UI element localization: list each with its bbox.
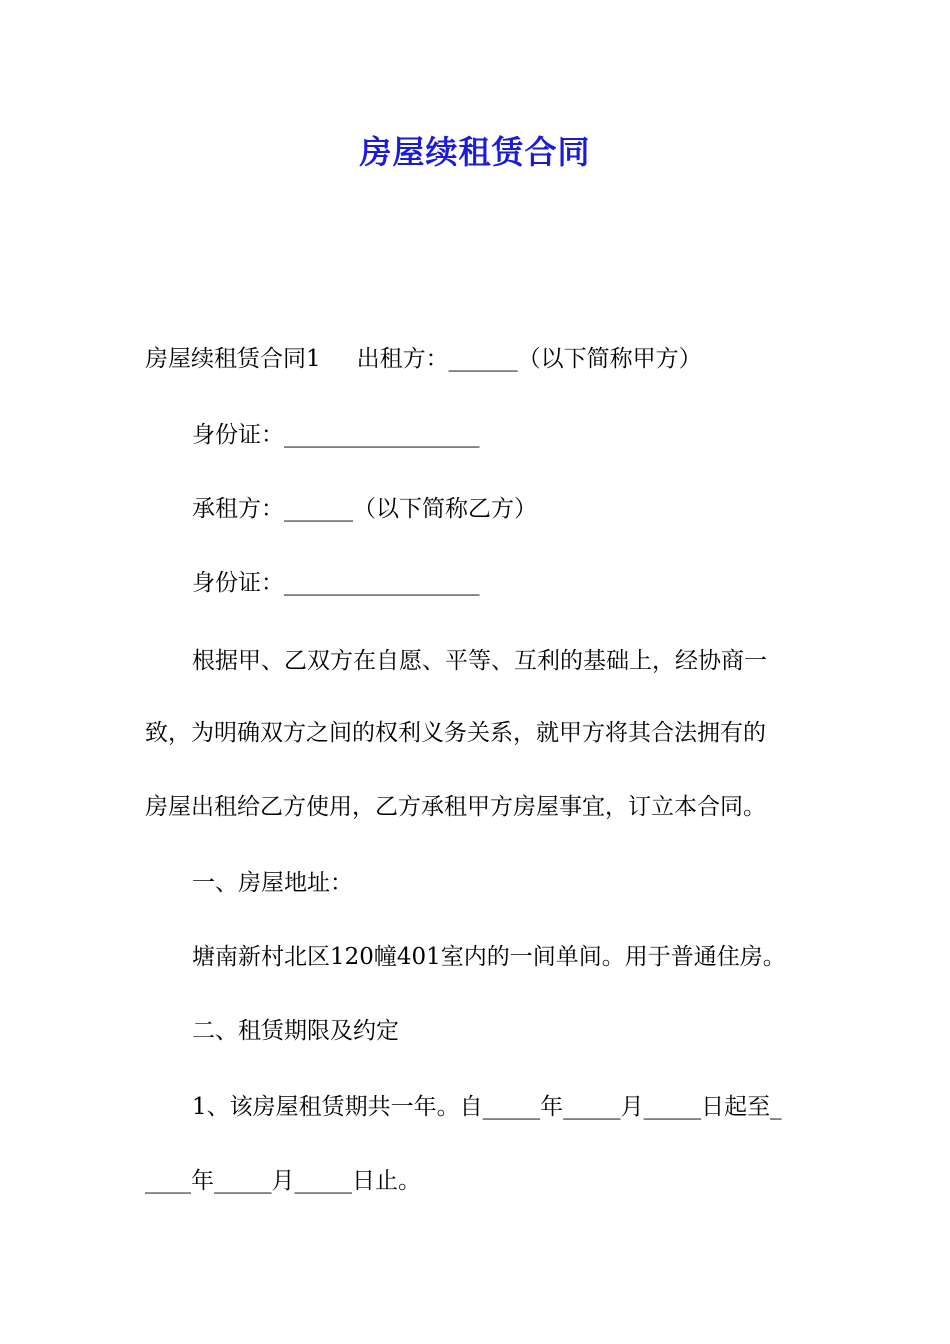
section-1-title: 一、房屋地址： [192,870,353,896]
preamble-line-3: 房屋出租给乙方使用，乙方承租甲方房屋事宜，订立本合同。 [145,794,766,820]
document-title: 房屋续租赁合同 [359,133,591,171]
term-1-line-1: 1、该房屋租赁期共一年。自_____年_____月_____日起至_ [192,1094,782,1120]
heading-line [145,342,810,376]
lessor-id-line: 身份证：_________________ [192,422,480,448]
lessor-line: 出租方：______（以下简称甲方） [356,346,702,372]
section-1-body: 塘南新村北区120幢401室内的一间单间。用于普通住房。 [192,944,786,970]
heading-prefix: 房屋续租赁合同1 [145,346,321,372]
lessee-line: 承租方：______（以下简称乙方） [192,496,537,522]
lessee-id-line: 身份证：_________________ [192,570,480,596]
section-2-title: 二、租赁期限及约定 [192,1018,399,1044]
preamble-line-2: 致，为明确双方之间的权利义务关系，就甲方将其合法拥有的 [145,720,766,746]
preamble-line-1: 根据甲、乙双方在自愿、平等、互利的基础上，经协商一 [192,648,767,674]
term-1-line-2: ____年_____月_____日止。 [145,1168,421,1194]
